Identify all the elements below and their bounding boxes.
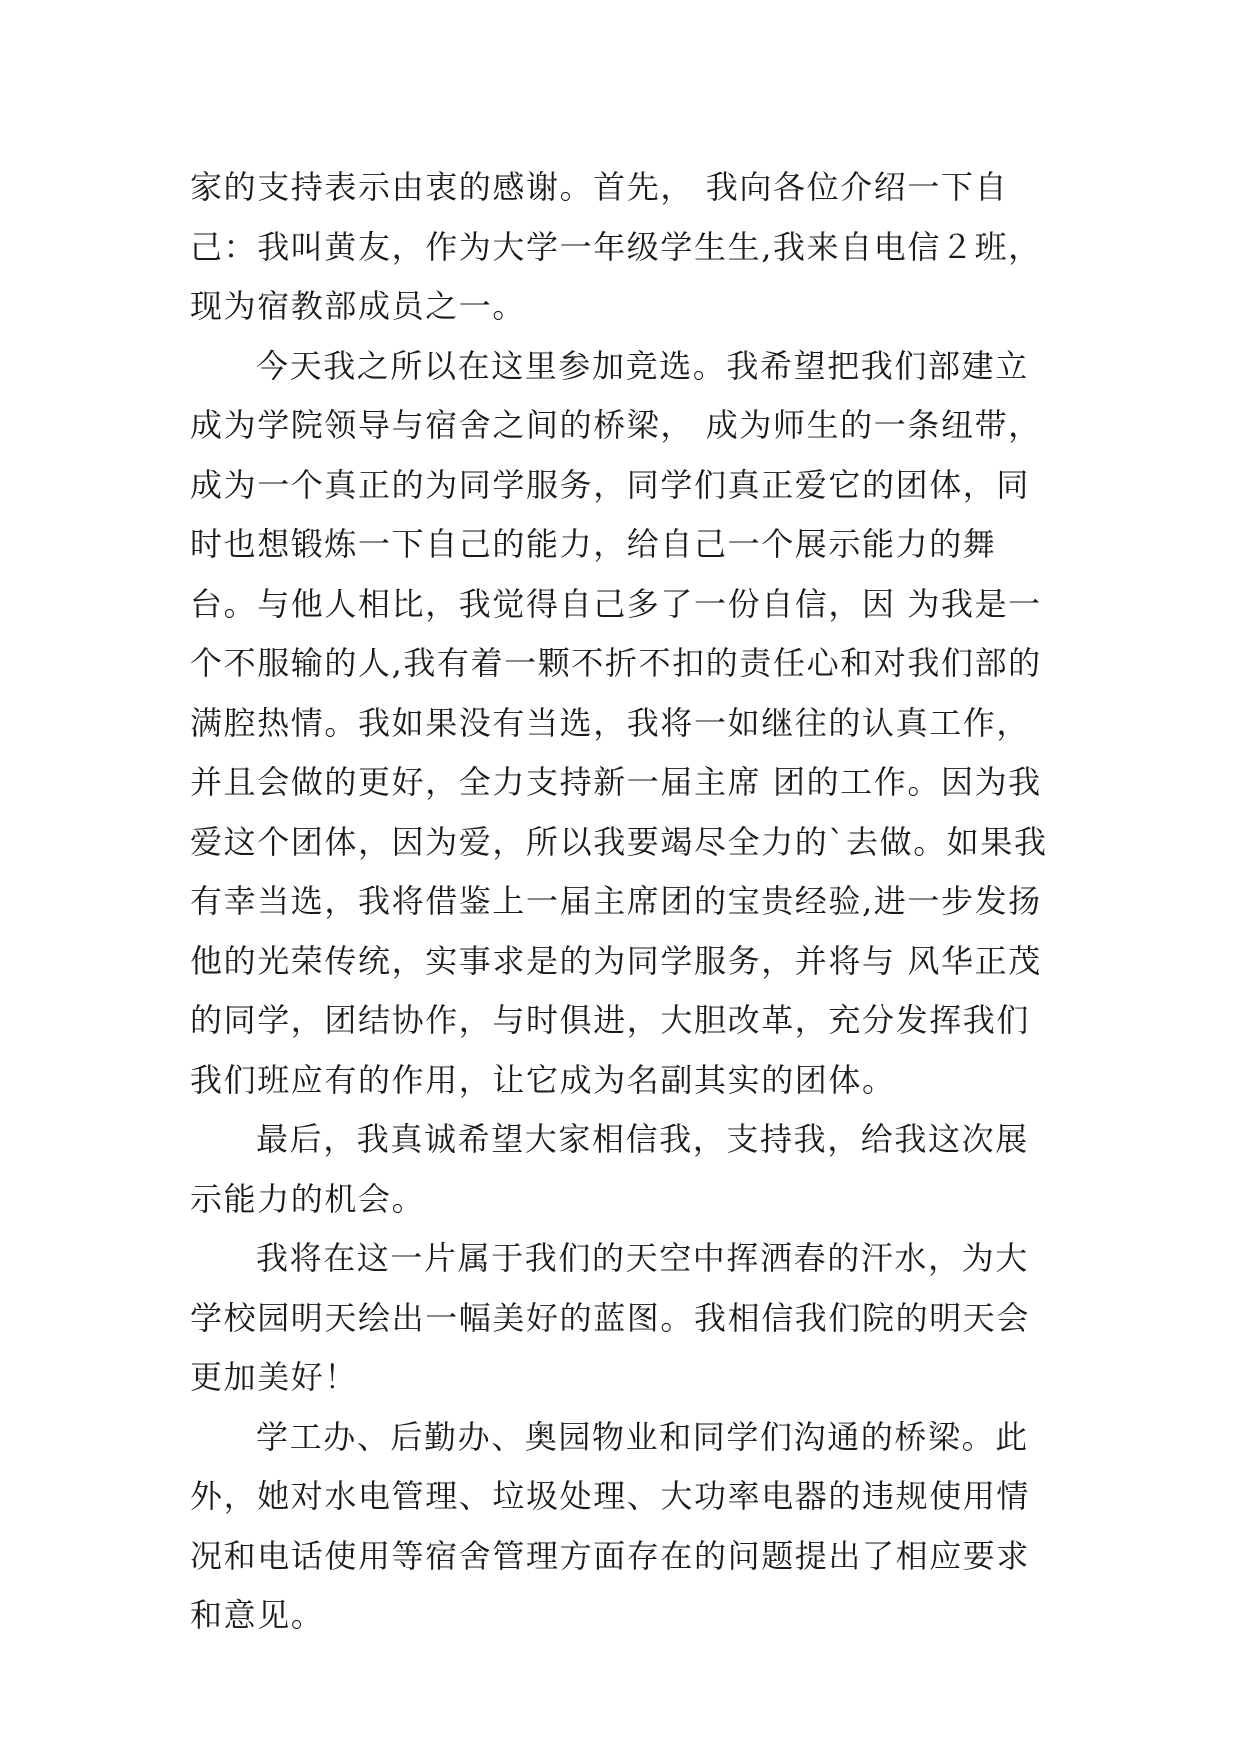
paragraph-closing-request: 最后，我真诚希望大家相信我，支持我，给我这次展示能力的机会。 <box>190 1120 1029 1218</box>
paragraph-vision: 我将在这一片属于我们的天空中挥洒春的汗水，为大学校园明天绘出一幅美好的蓝图。我相信我们院的明天会更加美好！ <box>190 1239 1031 1396</box>
paragraph-campaign-reason: 今天我之所以在这里参加竞选。我希望把我们部建立成为学院领导与宿舍之间的桥梁， 成为师生的一条纽带，成为一个真正的为同学服务，同学们真正爱它的团体，同时也想锻炼一下自己的能力，给自己一个展示能力的舞台。与他人相比，我觉得自己多了一份自信，因 为我是一个不服输的人,我有着一颗不折不扣的责任心和对我们部的满腔热情。我如果没有当选，我将一如继往的认真工作，并且会做的更好，全力支持新一届主席 团的工作。因为我爱这个团体，因为爱，所以我要竭尽全力的`去做。如果我有幸当选，我将借鉴上一届主席团的宝贵经验,进一步发扬他的光荣传统，实事求是的为同学服务，并将与 风华正茂的同学，团结协作，与时俱进，大胆改革，充分发挥我们我们班应有的作用，让它成为名副其实的团体。 <box>190 346 1048 1099</box>
paragraph-management: 学工办、后勤办、奥园物业和同学们沟通的桥梁。此外，她对水电管理、垃圾处理、大功率电器的违规使用情况和电话使用等宿舍管理方面存在的问题提出了相应要求和意见。 <box>190 1417 1031 1634</box>
document-body <box>190 158 1050 1646</box>
paragraph-intro: 家的支持表示由衷的感谢。首先， 我向各位介绍一下自己：我叫黄友，作为大学一年级学生生,我来自电信２班，现为宿教部成员之一。 <box>190 168 1042 325</box>
